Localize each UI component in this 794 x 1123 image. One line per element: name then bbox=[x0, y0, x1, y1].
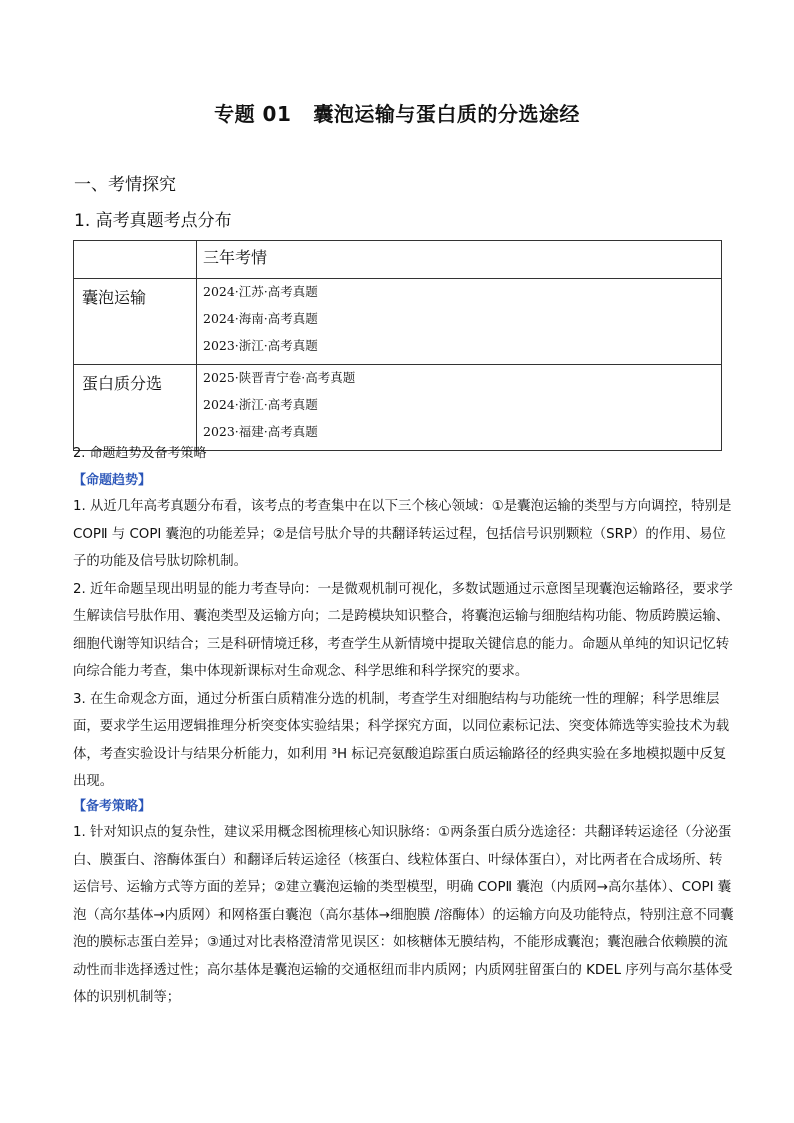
table-header-cell: 三年考情 bbox=[197, 241, 722, 279]
section-heading: 一、考情探究 bbox=[74, 175, 176, 195]
title-number: 专题 01 bbox=[214, 102, 292, 126]
table-row bbox=[74, 279, 722, 365]
subsection-heading-trends: 2. 命题趋势及备考策略 bbox=[73, 446, 207, 461]
subsection-heading-distribution: 1. 高考真题考点分布 bbox=[74, 211, 232, 231]
table-header-row bbox=[74, 241, 722, 279]
table-row-items bbox=[197, 365, 722, 451]
table-corner-cell bbox=[74, 241, 197, 279]
strategy-tag: 【备考策略】 bbox=[73, 799, 152, 814]
trend-tag: 【命题趋势】 bbox=[73, 473, 152, 488]
trend-paragraph: 2. 近年命题呈现出明显的能力考查导向：一是微观机制可视化，多数试题通过示意图呈现囊泡运输路径，要求学生解读信号肽作用、囊泡类型及运输方向；二是跨模块知识整合，将囊泡运输与细胞结构功能、物质跨膜运输、细胞代谢等知识结合；三是科研情境迁移，考查学生从新情境中提取关键信息的能力。命题从单纯的知识记忆转向综合能力考查，集中体现新课标对生命观念、科学思维和科学探究的要求。 bbox=[73, 581, 733, 679]
table-row-label: 囊泡运输 bbox=[74, 279, 197, 365]
page-title bbox=[0, 98, 794, 127]
table-row-items bbox=[197, 279, 722, 365]
exam-item: 2025·陕晋青宁卷·高考真题 bbox=[203, 370, 356, 385]
table-row-label: 蛋白质分选 bbox=[74, 365, 197, 451]
exam-item: 2024·浙江·高考真题 bbox=[203, 397, 318, 412]
exam-item: 2024·江苏·高考真题 bbox=[203, 284, 318, 299]
strategy-paragraph: 1. 针对知识点的复杂性，建议采用概念图梳理核心知识脉络：①两条蛋白质分选途径：共翻译转运途径（分泌蛋白、膜蛋白、溶酶体蛋白）和翻译后转运途径（核蛋白、线粒体蛋白、叶绿体蛋白），对比两者在合成场所、转运信号、运输方式等方面的差异；②建立囊泡运输的类型模型，明确 COPⅡ 囊泡（内质网→高尔基体）、COPⅠ 囊泡（高尔基体→内质网）和网格蛋白囊泡（高尔基体→细胞膜 /溶酶体）的运输方向及功能特点，特别注意不同囊泡的膜标志蛋白差异；③通过对比表格澄清常见误区：如核糖体无膜结构，不能形成囊泡；囊泡融合依赖膜的流动性而非选择透过性；高尔基体是囊泡运输的交通枢纽而非内质网；内质网驻留蛋白的 KDEL 序列与高尔基体受体的识别机制等； bbox=[73, 825, 734, 1005]
exam-item: 2023·浙江·高考真题 bbox=[203, 338, 318, 353]
trend-paragraph: 1. 从近几年高考真题分布看，该考点的考查集中在以下三个核心领域：①是囊泡运输的类型与方向调控，特别是 COPⅡ 与 COPⅠ 囊泡的功能差异；②是信号肽介导的共翻译转运过程，包括信号识别颗粒（SRP）的作用、易位子的功能及信号肽切除机制。 bbox=[73, 499, 732, 569]
table-row bbox=[74, 365, 722, 451]
trend-paragraph: 3. 在生命观念方面，通过分析蛋白质精准分选的机制，考查学生对细胞结构与功能统一性的理解；科学思维层面，要求学生运用逻辑推理分析突变体实验结果；科学探究方面，以同位素标记法、突变体筛选等实验技术为载体，考查实验设计与结果分析能力，如利用 ³H 标记亮氨酸追踪蛋白质运输路径的经典实验在多地模拟题中反复出现。 bbox=[73, 691, 730, 789]
title-text: 囊泡运输与蛋白质的分选途经 bbox=[313, 102, 580, 126]
exam-item: 2023·福建·高考真题 bbox=[203, 424, 318, 439]
trend-section bbox=[73, 493, 735, 796]
exam-item: 2024·海南·高考真题 bbox=[203, 311, 318, 326]
strategy-section bbox=[73, 819, 735, 1012]
exam-distribution-table bbox=[73, 240, 722, 451]
